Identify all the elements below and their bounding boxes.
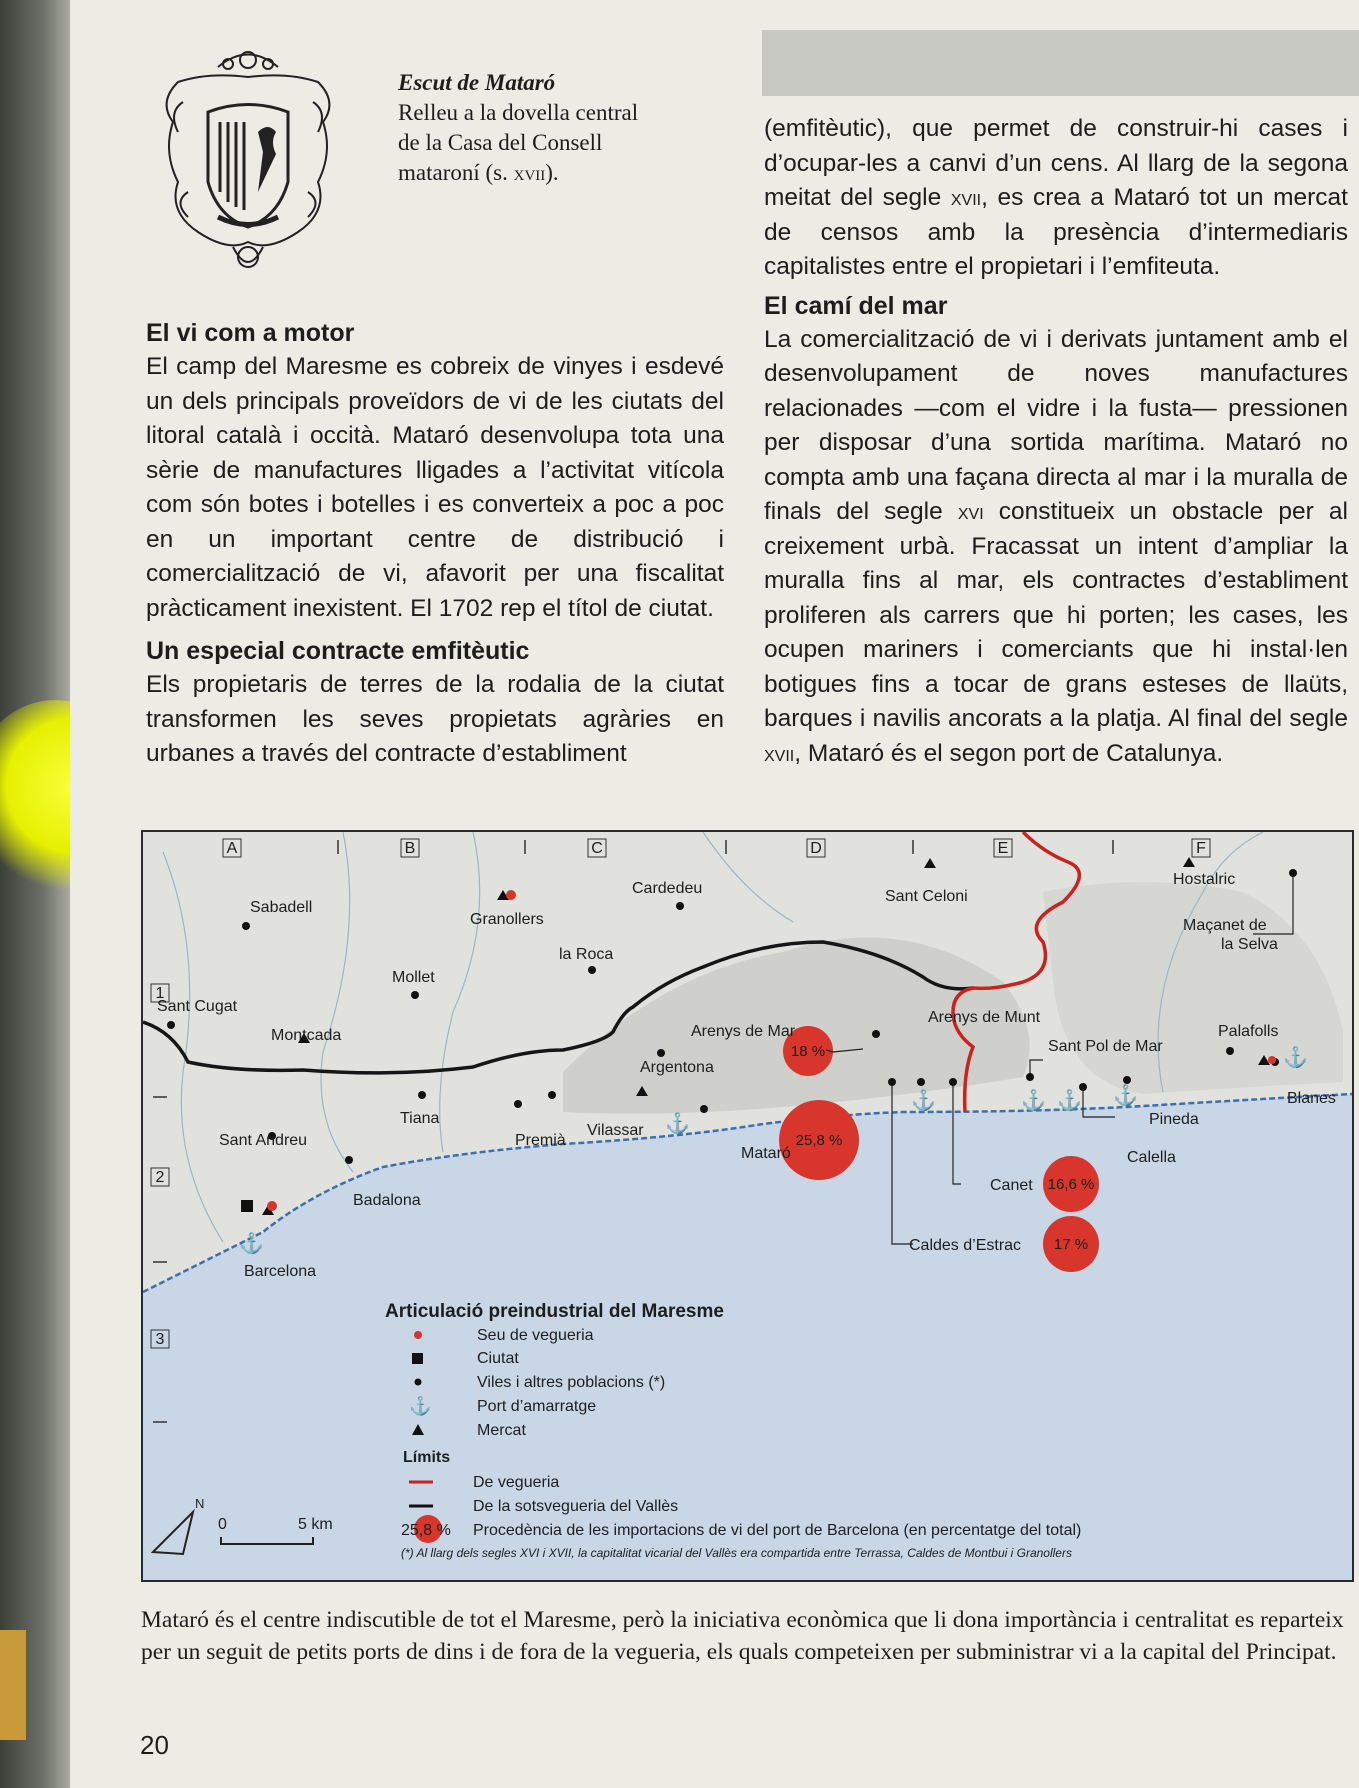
paragraph xyxy=(764,112,1348,285)
paragraph xyxy=(764,323,1348,772)
legend-anchor-icon: ⚓ xyxy=(409,1396,432,1416)
legend-viles: Viles i altres poblacions (*) xyxy=(477,1374,666,1391)
label-hostalric: Hostalric xyxy=(1173,871,1236,888)
left-column xyxy=(146,316,724,772)
maresme-map xyxy=(141,830,1354,1582)
legend-limits: Límits xyxy=(403,1449,451,1466)
north-label: N xyxy=(195,1496,205,1511)
label-palafolls: Palafolls xyxy=(1218,1023,1279,1040)
page-number: 20 xyxy=(140,1730,169,1760)
anchor-icon: ⚓ xyxy=(1113,1085,1138,1107)
grid-row-3: 3 xyxy=(155,1331,165,1348)
legend-ciutat: Ciutat xyxy=(477,1350,519,1367)
legend-sotsvegueria: De la sotsvegueria del Vallès xyxy=(473,1498,679,1515)
grid-col-f: F xyxy=(1196,840,1206,857)
legend-procedencia: Procedència de les importacions de vi del port de Barcelona (en percentatge del total) xyxy=(473,1522,1082,1539)
paragraph: El camp del Maresme es cobreix de vinyes i esdevé un dels principals proveïdors de vi de les ciutats del litoral català i occità. Mataró desenvolupa tota una sèrie de manufactures lligades a l’activitat vitícola com són botes i botelles i es converteix a poc a poc en un important centre de distribució i comercialització de vi, afavorit per una fiscalitat pràcticament inexistent. El 1702 rep el títol de ciutat. xyxy=(146,353,724,622)
header-band xyxy=(762,30,1359,96)
grid-col-a: A xyxy=(226,840,238,857)
caption-line: de la Casa del Consell xyxy=(398,130,603,155)
grid-col-e: E xyxy=(997,840,1009,857)
label-montcada: Montcada xyxy=(271,1027,342,1044)
legend-seu-marker xyxy=(414,1331,422,1339)
label-premia: Premià xyxy=(515,1132,566,1149)
anchor-icon: ⚓ xyxy=(1057,1090,1082,1112)
label-pineda: Pineda xyxy=(1149,1111,1199,1128)
label-calella: Calella xyxy=(1127,1149,1176,1166)
label-canet: Canet xyxy=(990,1177,1033,1194)
grid-row-1: 1 xyxy=(155,985,165,1002)
legend-viles-marker xyxy=(415,1379,422,1386)
label-macanet-1: Maçanet de xyxy=(1183,917,1267,934)
label-blanes: Blanes xyxy=(1287,1090,1336,1107)
mataro-coat-of-arms-icon xyxy=(158,42,338,282)
grid-col-d: D xyxy=(810,840,822,857)
paragraph: Els propietaris de terres de la rodalia de la ciutat transformen les seves propietats agràries en urbanes a través del contracte d’establiment xyxy=(146,671,724,767)
label-caldes: Caldes d’Estrac xyxy=(909,1237,1022,1254)
pct-label-caldes: 17 % xyxy=(1053,1236,1089,1253)
anchor-icon: ⚓ xyxy=(239,1233,264,1255)
century-numeral: xvii xyxy=(950,185,982,210)
century-numeral: xvi xyxy=(957,499,984,524)
crest-caption xyxy=(398,68,728,188)
scale-zero: 0 xyxy=(218,1516,227,1533)
label-argentona: Argentona xyxy=(640,1059,714,1076)
pct-label-mataro: 25,8 % xyxy=(795,1132,843,1149)
caption-text: ). xyxy=(545,160,559,185)
grid-col-b: B xyxy=(404,840,416,857)
caption-text: mataroní (s. xyxy=(398,160,514,185)
anchor-icon: ⚓ xyxy=(665,1113,690,1135)
caption-line xyxy=(398,158,728,188)
section-heading: Un especial contracte emfitèutic xyxy=(146,637,530,665)
label-mataro: Mataró xyxy=(741,1145,791,1162)
anchor-icon: ⚓ xyxy=(911,1090,936,1112)
anchor-icon: ⚓ xyxy=(1283,1047,1308,1069)
legend-vegueria: De vegueria xyxy=(473,1474,560,1491)
pct-label-arenys-mar: 18 % xyxy=(790,1043,826,1060)
legend-ciutat-marker xyxy=(412,1353,423,1364)
label-granollers: Granollers xyxy=(470,911,544,928)
label-sant-andreu: Sant Andreu xyxy=(219,1132,308,1149)
legend-port: Port d’amarratge xyxy=(477,1398,597,1415)
century-numeral: xvii xyxy=(513,161,546,185)
label-la-roca: la Roca xyxy=(559,946,614,963)
label-arenys-munt: Arenys de Munt xyxy=(928,1009,1041,1026)
grid-row-2: 2 xyxy=(155,1169,165,1186)
label-barcelona: Barcelona xyxy=(244,1263,317,1280)
label-sant-pol: Sant Pol de Mar xyxy=(1048,1038,1163,1055)
sea xyxy=(143,1094,1352,1580)
paragraph-text: (emfitèutic), que permet de construir-hi cases i d’ocupar-les a canvi d’un cens. Al llarg de la segona meitat del segle xyxy=(764,115,1348,211)
legend-note: (*) Al llarg dels segles XVI i XVII, la capitalitat vicarial del Vallès era compartida entre Terrassa, Caldes de Montbui i Granollers xyxy=(401,1546,1072,1560)
label-sant-cugat: Sant Cugat xyxy=(157,998,238,1015)
book-spine xyxy=(0,0,70,1788)
grid-col-c: C xyxy=(591,840,603,857)
legend-seu: Seu de vegueria xyxy=(477,1327,594,1344)
section-heading: El camí del mar xyxy=(764,291,948,320)
right-column xyxy=(764,112,1348,771)
label-sant-celoni: Sant Celoni xyxy=(885,888,968,905)
label-tiana: Tiana xyxy=(400,1110,440,1127)
label-vilassar: Vilassar xyxy=(587,1122,644,1139)
map-caption: Mataró és el centre indiscutible de tot el Maresme, però la iniciativa econòmica que li dona importància i centralitat es reparteix per un seguit de petits ports de dins i de fora de la vegueria, els quals competeixen per subministrar vi a la capital del Principat. xyxy=(141,1607,1344,1665)
label-badalona: Badalona xyxy=(353,1192,421,1209)
paragraph-text: , Mataró és el segon port de Catalunya. xyxy=(794,739,1224,767)
legend-pct-sample: 25,8 % xyxy=(401,1522,451,1539)
scale-five: 5 km xyxy=(298,1516,333,1533)
label-arenys-mar: Arenys de Mar xyxy=(691,1023,796,1040)
label-sabadell: Sabadell xyxy=(250,899,313,916)
caption-title: Escut de Mataró xyxy=(398,70,556,95)
caption-line: Relleu a la dovella central xyxy=(398,100,639,125)
pct-label-canet: 16,6 % xyxy=(1047,1176,1095,1193)
paragraph-text: constitueix un obstacle per al creixement urbà. Fracassat un intent d’ampliar la muralla fins al mar, els contractes d’establiment proliferen als carrers que hi porten; les cases, les ocupen mariners i comerciants que hi instal·len botigues fins a tocar de grans esteses de llaüts, barques i navilis ancorats a la platja. Al final del segle xyxy=(764,498,1348,732)
anchor-icon: ⚓ xyxy=(1021,1090,1046,1112)
section-heading: El vi com a motor xyxy=(146,319,355,347)
century-numeral: xvii xyxy=(764,740,795,766)
map-canvas xyxy=(143,832,1352,1580)
legend-mercat: Mercat xyxy=(477,1422,526,1439)
page-tab-marker xyxy=(0,1630,26,1740)
label-macanet-2: la Selva xyxy=(1221,936,1278,953)
paragraph-text: , es crea a Mataró tot un mercat de censos amb la presència d’intermediaris capitalistes entre el propietari i l’emfiteuta. xyxy=(764,184,1348,280)
legend-title: Articulació preindustrial del Maresme xyxy=(385,1301,724,1322)
label-mollet: Mollet xyxy=(392,969,435,986)
paragraph-text: La comercialització de vi i derivats juntament amb el desenvolupament de noves manufactures relacionades —com el vidre i la fusta— pressionen per disposar d’una sortida marítima. Mataró no compta amb una façana directa al mar i la muralla de finals del segle xyxy=(764,325,1348,525)
label-cardedeu: Cardedeu xyxy=(632,880,703,897)
